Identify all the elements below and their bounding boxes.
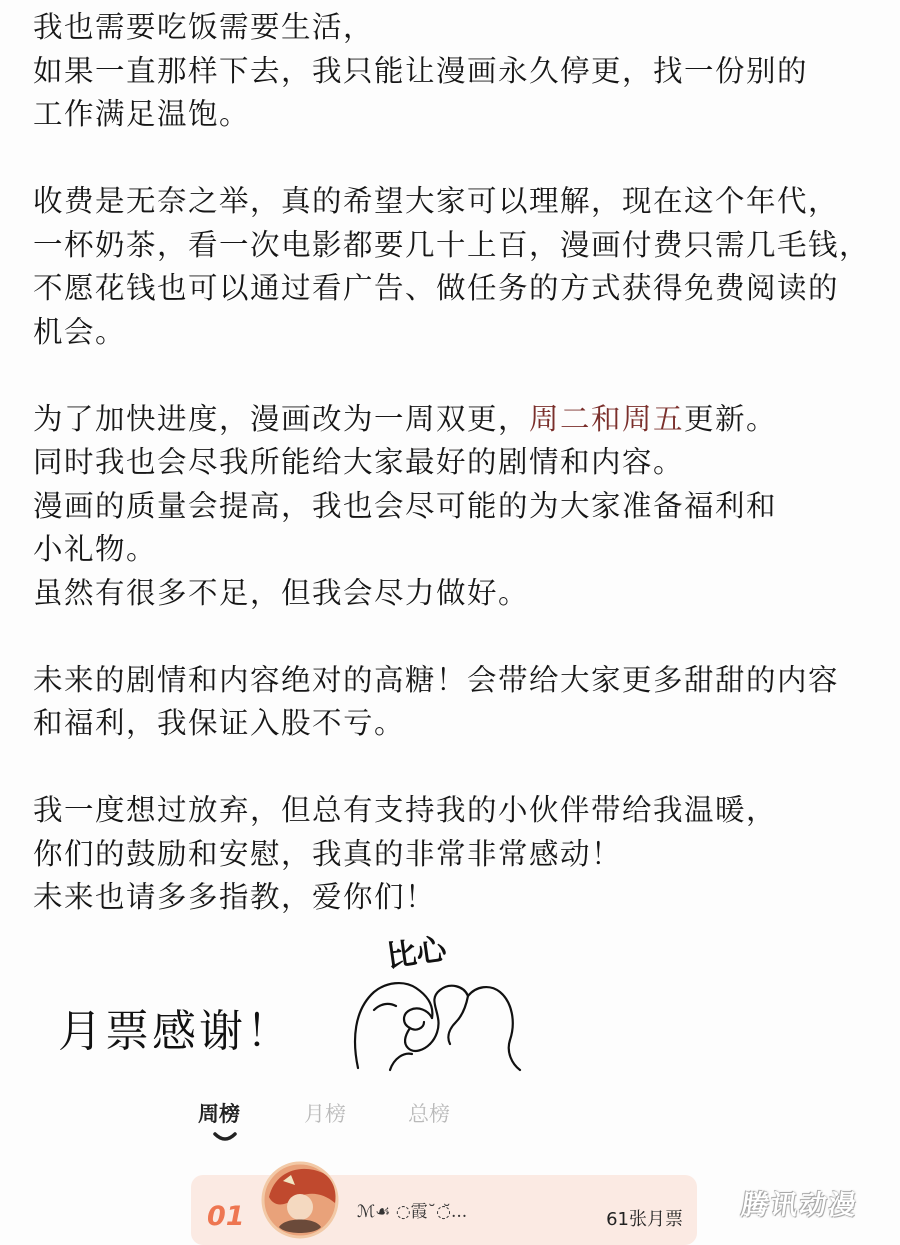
text-line: 收费是无奈之举，真的希望大家可以理解，现在这个年代， bbox=[33, 184, 840, 218]
paragraph-3 bbox=[33, 398, 893, 616]
text-line: 漫画的质量会提高，我也会尽可能的为大家准备福利和 bbox=[33, 488, 778, 523]
paragraph-2 bbox=[33, 180, 893, 354]
text-line: 如果一直那样下去，我只能让漫画永久停更，找一份别的 bbox=[33, 53, 809, 88]
tab-weekly[interactable]: 周榜 bbox=[198, 1102, 240, 1126]
ranking-row[interactable] bbox=[191, 1175, 697, 1245]
text-line bbox=[33, 398, 893, 442]
monthly-ticket-thanks-title: 月票感谢！ bbox=[58, 1006, 293, 1057]
text-line: 未来的剧情和内容绝对的高糖！会带给大家更多甜甜的内容 bbox=[33, 662, 840, 697]
text-line: 机会。 bbox=[33, 314, 127, 349]
rank-number: 01 bbox=[207, 1201, 245, 1232]
monthly-ticket-count: 61张月票 bbox=[606, 1209, 683, 1230]
text-line: 小礼物。 bbox=[33, 532, 158, 566]
active-tab-indicator bbox=[212, 1131, 238, 1143]
text-line: 我也需要吃饭需要生活， bbox=[33, 10, 375, 44]
text-line: 不愿花钱也可以通过看广告、做任务的方式获得免费阅读的 bbox=[33, 271, 840, 305]
finger-heart-icon bbox=[350, 960, 525, 1075]
text-line: 和福利，我保证入股不亏。 bbox=[33, 706, 406, 740]
text-segment: 更新。 bbox=[684, 401, 778, 436]
letter-body bbox=[33, 6, 893, 920]
tab-monthly[interactable]: 月榜 bbox=[304, 1102, 346, 1126]
paragraph-4 bbox=[33, 659, 893, 746]
bixin-label: 比心 bbox=[384, 931, 449, 975]
rank-username: ℳ☙ ◌霞˘◌̆... bbox=[357, 1202, 468, 1222]
text-line: 工作满足温饱。 bbox=[33, 97, 251, 131]
paragraph-5 bbox=[33, 789, 893, 920]
tab-all-time[interactable]: 总榜 bbox=[408, 1102, 450, 1126]
paragraph-1 bbox=[33, 6, 893, 137]
update-days-highlight: 周二和周五 bbox=[529, 401, 685, 436]
tencent-comics-watermark: 腾讯动漫 bbox=[739, 1190, 860, 1221]
text-line: 一杯奶茶，看一次电影都要几十上百，漫画付费只需几毛钱， bbox=[33, 227, 871, 262]
text-line: 你们的鼓励和安慰，我真的非常非常感动！ bbox=[33, 836, 623, 871]
text-line: 虽然有很多不足，但我会尽力做好。 bbox=[33, 575, 530, 610]
avatar[interactable] bbox=[261, 1161, 339, 1239]
text-line: 我一度想过放弃，但总有支持我的小伙伴带给我温暖， bbox=[33, 793, 778, 827]
text-line: 同时我也会尽我所能给大家最好的剧情和内容。 bbox=[33, 445, 685, 479]
text-line: 未来也请多多指教，爱你们！ bbox=[33, 880, 437, 914]
text-segment: 为了加快进度，漫画改为一周双更， bbox=[33, 401, 530, 436]
